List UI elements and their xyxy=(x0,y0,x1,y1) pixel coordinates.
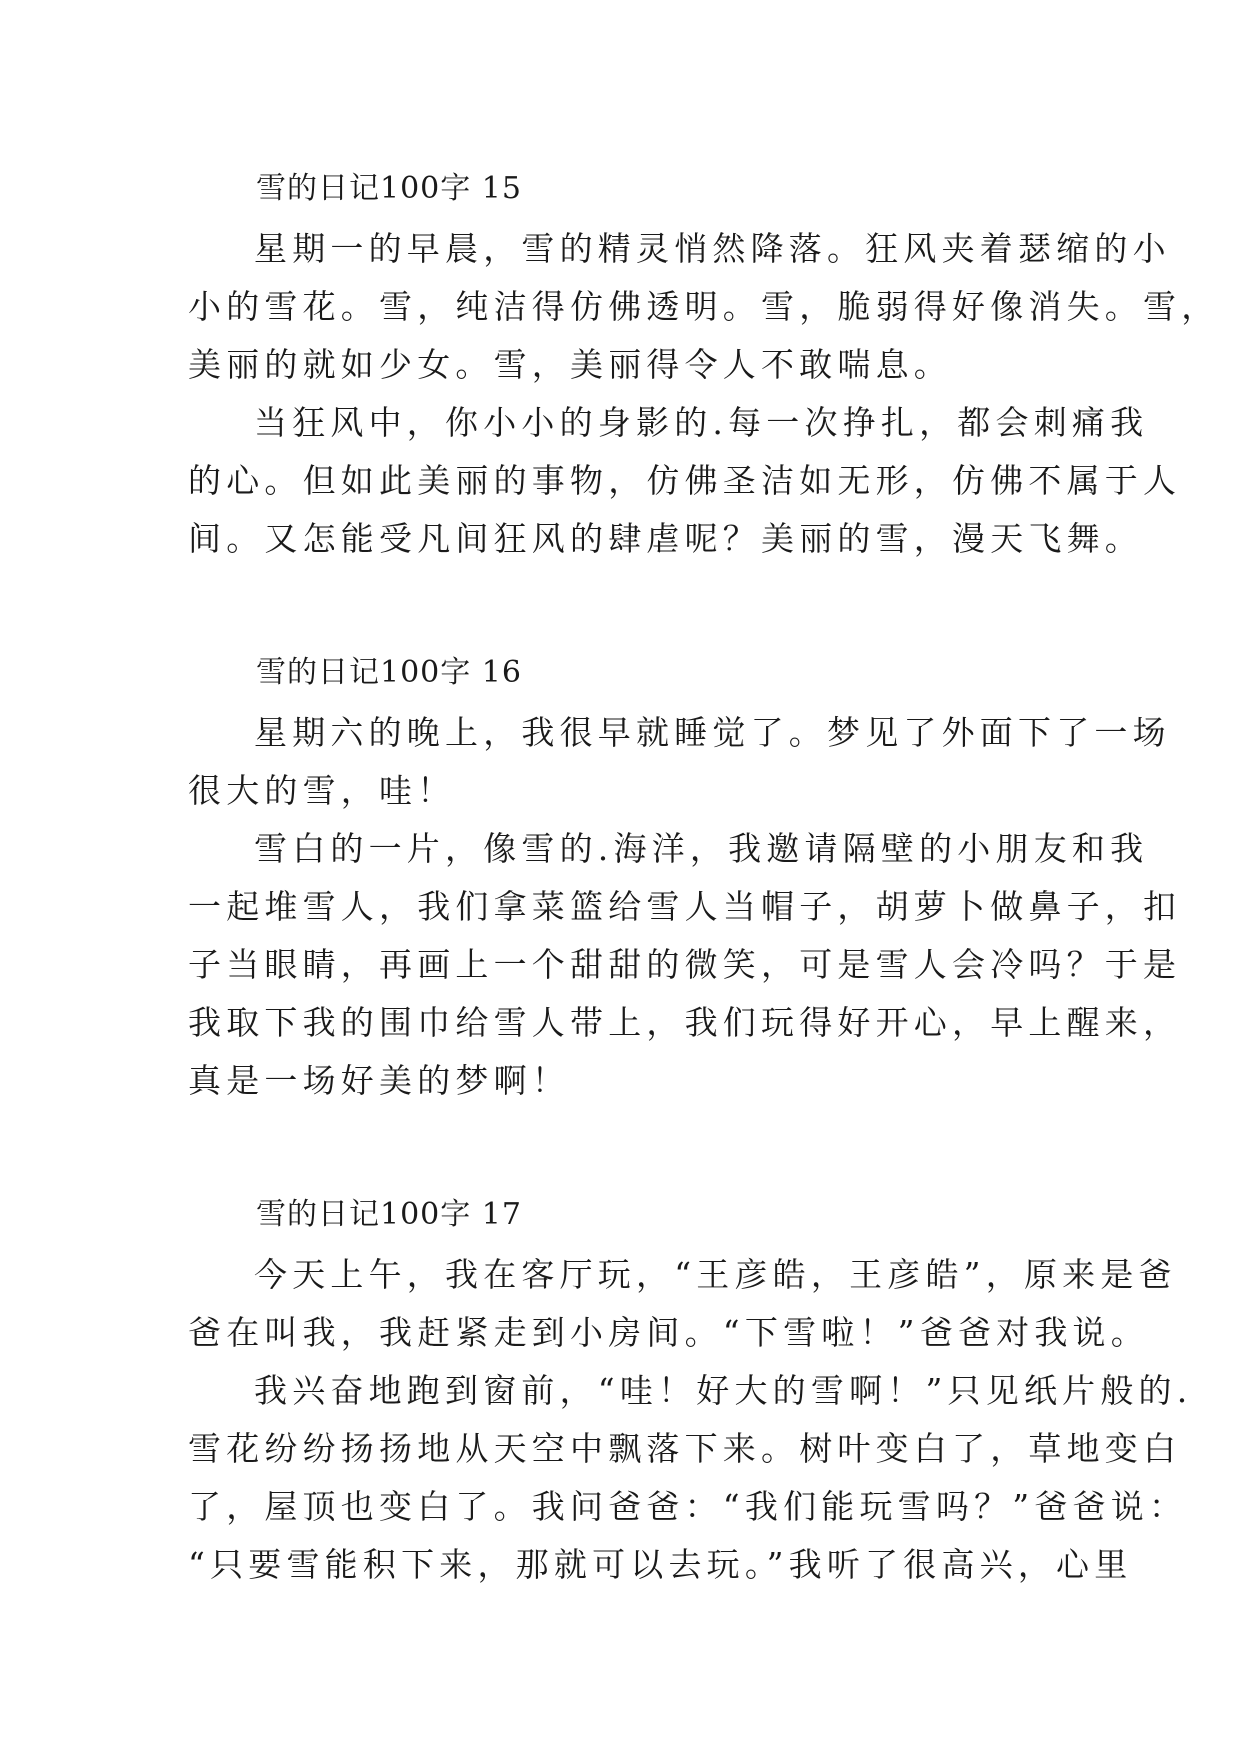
paragraph xyxy=(188,220,1220,394)
text-line: 一起堆雪人，我们拿菜篮给雪人当帽子，胡萝卜做鼻子，扣 xyxy=(188,887,1182,926)
text-line: 今天上午，我在客厅玩，“王彦皓，王彦皓”，原来是爸 xyxy=(254,1255,1177,1294)
text-line: 星期一的早晨，雪的精灵悄然降落。狂风夹着瑟缩的小 xyxy=(254,229,1171,268)
text-line: 星期六的晚上，我很早就睡觉了。梦见了外面下了一场 xyxy=(254,713,1171,752)
entry-title: 雪的日记100字 15 xyxy=(256,171,522,206)
paragraph xyxy=(188,1246,1177,1362)
text-line: “只要雪能积下来，那就可以去玩。”我听了很高兴，心里 xyxy=(188,1545,1133,1584)
diary-entry-15 xyxy=(188,160,1220,568)
text-line: 小的雪花。雪，纯洁得仿佛透明。雪，脆弱得好像消失。雪， xyxy=(188,287,1220,326)
paragraph xyxy=(188,704,1171,820)
text-line: 子当眼睛，再画上一个甜甜的微笑，可是雪人会冷吗？于是 xyxy=(188,945,1182,984)
text-line: 了，屋顶也变白了。我问爸爸：“我们能玩雪吗？”爸爸说： xyxy=(188,1487,1188,1526)
paragraph xyxy=(188,394,1182,568)
text-line: 雪白的一片，像雪的.海洋，我邀请隔壁的小朋友和我 xyxy=(254,829,1149,868)
text-line: 我取下我的围巾给雪人带上，我们玩得好开心，早上醒来， xyxy=(188,1003,1182,1042)
text-line: 美丽的就如少女。雪，美丽得令人不敢喘息。 xyxy=(188,345,952,384)
text-line: 雪花纷纷扬扬地从天空中飘落下来。树叶变白了，草地变白 xyxy=(188,1429,1182,1468)
text-line: 间。又怎能受凡间狂风的肆虐呢？美丽的雪，漫天飞舞。 xyxy=(188,519,1143,558)
text-line: 爸在叫我，我赶紧走到小房间。“下雪啦！”爸爸对我说。 xyxy=(188,1313,1149,1352)
text-line: 真是一场好美的梦啊！ xyxy=(188,1061,570,1100)
entry-title: 雪的日记100字 17 xyxy=(256,1197,522,1232)
text-line: 我兴奋地跑到窗前，“哇！好大的雪啊！”只见纸片般的. xyxy=(254,1371,1193,1410)
diary-entry-16 xyxy=(188,644,1182,1110)
diary-entry-17 xyxy=(188,1186,1193,1594)
document-body xyxy=(188,160,1220,1670)
paragraph xyxy=(188,820,1182,1110)
text-line: 很大的雪，哇！ xyxy=(188,771,456,810)
text-line: 的心。但如此美丽的事物，仿佛圣洁如无形，仿佛不属于人 xyxy=(188,461,1182,500)
text-line: 当狂风中，你小小的身影的.每一次挣扎，都会刺痛我 xyxy=(254,403,1149,442)
entry-title: 雪的日记100字 16 xyxy=(256,655,522,690)
paragraph xyxy=(188,1362,1193,1594)
